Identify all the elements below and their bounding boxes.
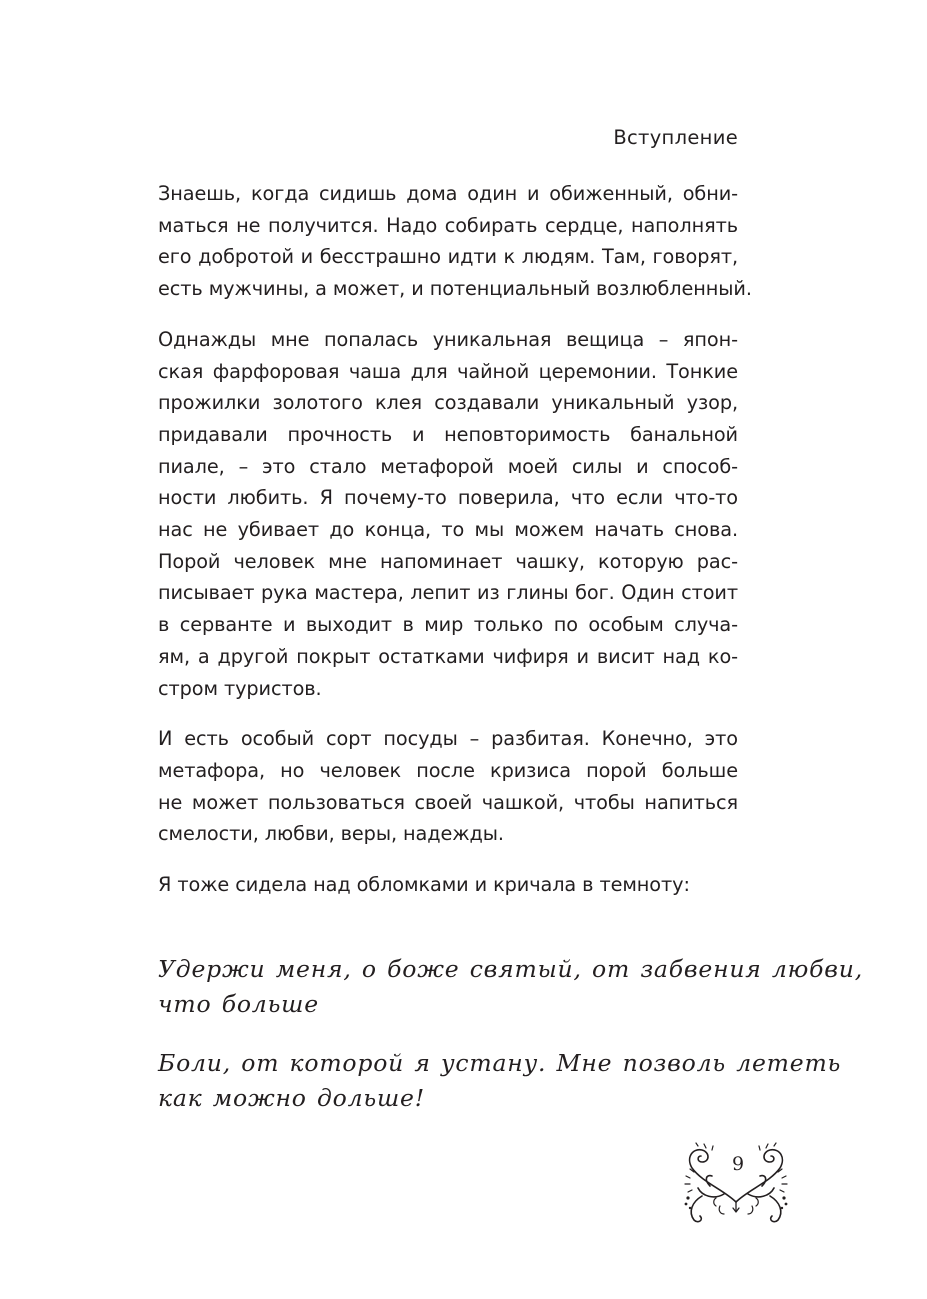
page-number: 9 [731, 1153, 745, 1175]
text-line: пиале, – это стало метафорой моей силы и способ- [158, 454, 738, 478]
text-line: И есть особый сорт посуды – разбитая. Конечно, это [158, 727, 738, 751]
text-line: его добротой и бесстрашно идти к людям. Там, говорят, [158, 245, 738, 269]
text-line: нас не убивает до конца, то мы можем начать снова. [158, 518, 738, 542]
paragraph [158, 723, 738, 850]
text-line: ности любить. Я почему-то поверила, что если что-то [158, 486, 738, 510]
verse-line: Удержи меня, о боже святый, от забвения любви, [158, 955, 863, 983]
text-line: ская фарфоровая чаша для чайной церемонии. Тонкие [158, 359, 738, 383]
text-line: стром туристов. [158, 676, 322, 700]
text-line: не может пользоваться своей чашкой, чтобы напиться [158, 790, 738, 814]
verse-line: как можно дольше! [158, 1084, 426, 1112]
text-line: маться не получится. Надо собирать сердце, наполнять [158, 213, 738, 237]
verse-stanza [158, 1046, 842, 1116]
verse-line: что больше [158, 990, 319, 1018]
text-line: Порой человек мне напоминает чашку, которую рас- [158, 549, 738, 573]
text-line: метафора, но человек после кризиса порой больше [158, 758, 738, 782]
verse-stanza [158, 952, 863, 1022]
paragraph [158, 324, 738, 704]
verse-line: Боли, от которой я устану. Мне позволь лететь [158, 1049, 842, 1077]
text-line: есть мужчины, а может, и потенциальный возлюбленный. [158, 277, 752, 301]
text-line: Я тоже сидела над обломками и кричала в темноту: [158, 873, 690, 897]
text-line: Знаешь, когда сидишь дома один и обиженный, обни- [158, 182, 738, 205]
paragraph [158, 869, 738, 901]
text-line: прожилки золотого клея создавали уникальный узор, [158, 391, 738, 415]
running-title: Вступление [613, 126, 738, 149]
text-line: ям, а другой покрыт остатками чифиря и висит над ко- [158, 644, 738, 668]
text-line: придавали прочность и неповторимость банальной [158, 422, 738, 446]
ornament-center-icon [733, 1202, 739, 1212]
body-text [158, 178, 752, 920]
paragraph [158, 178, 752, 305]
text-line: писывает рука мастера, лепит из глины бог. Один стоит [158, 581, 738, 605]
text-line: смелости, любви, веры, надежды. [158, 822, 504, 846]
text-line: в серванте и выходит в мир только по особым случа- [158, 613, 738, 637]
text-line: Однажды мне попалась уникальная вещица – япон- [158, 327, 738, 351]
